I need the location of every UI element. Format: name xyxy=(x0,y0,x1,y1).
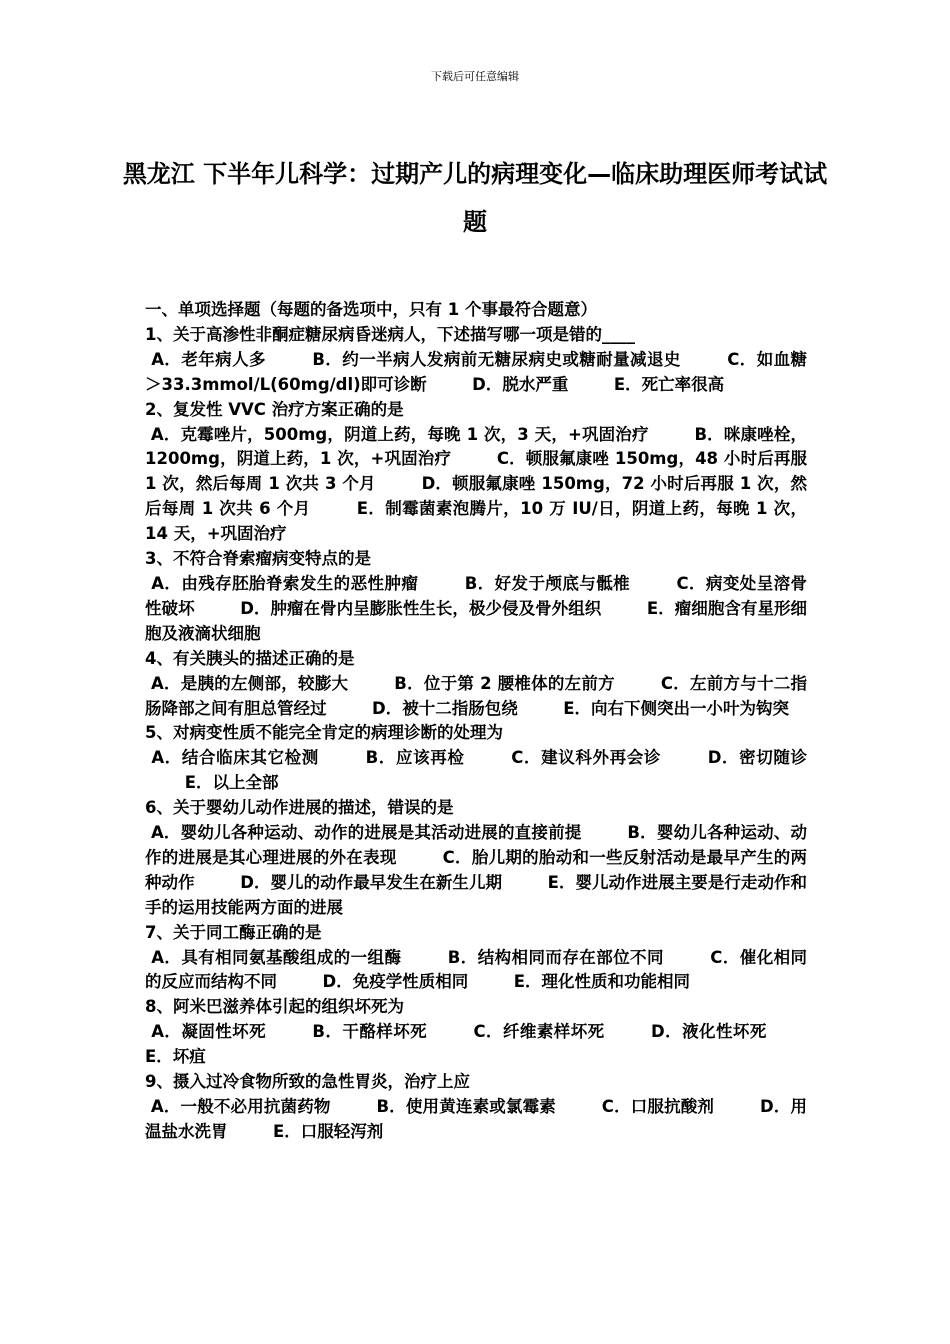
answer-option: B．干酪样坏死 xyxy=(312,1022,428,1042)
document-body xyxy=(145,298,807,1145)
answer-option: C．如血糖＞33.3mmol/L(60mg/dl)即可诊断 xyxy=(145,349,808,394)
answer-option: D．被十二指肠包绕 xyxy=(372,698,518,718)
question-stem: 2、复发性 VVC 治疗方案正确的是 xyxy=(145,399,404,419)
answer-option: B．应该再检 xyxy=(365,748,465,768)
answer-option: D．用温盐水洗胃 xyxy=(145,1097,807,1141)
question-stem: 7、关于同工酶正确的是 xyxy=(145,922,322,942)
answer-option: E．瘤细胞含有星形细胞及液滴状细胞 xyxy=(145,598,808,643)
question-stem: 5、对病变性质不能完全肯定的病理诊断的处理为 xyxy=(145,723,503,743)
answer-option: B．约一半病人发病前无糖尿病史或糖耐量减退史 xyxy=(312,349,681,369)
question-item xyxy=(145,721,807,796)
answer-option: D．免疫学性质相同 xyxy=(322,972,469,992)
answer-option: D．脱水严重 xyxy=(472,374,569,394)
answer-option: D．肿瘤在骨内呈膨胀性生长，极少侵及骨外组织 xyxy=(240,598,602,618)
answer-option: E．婴儿动作进展主要是行走动作和手的运用技能两方面的进展 xyxy=(145,872,808,917)
answer-option: A．婴幼儿各种运动、动作的进展是其活动进展的直接前提 xyxy=(150,823,582,843)
answer-option: A．克霉唑片，500mg，阴道上药，每晚 1 次，3 天，+巩固治疗 xyxy=(150,424,649,444)
section-heading: 一、单项选择题（每题的备选项中，只有 1 个事最符合题意） xyxy=(145,300,597,319)
option-group xyxy=(145,746,807,796)
answer-option: C．建议科外再会诊 xyxy=(511,748,661,768)
answer-option: E．以上全部 xyxy=(184,773,279,793)
answer-option: C．病变处呈溶骨性破坏 xyxy=(145,573,808,618)
answer-option: A．老年病人多 xyxy=(151,349,266,369)
header-note: 下载后可任意编辑 xyxy=(431,70,519,83)
question-item xyxy=(145,323,807,398)
question-item xyxy=(145,1070,807,1145)
answer-option: C．纤维素样坏死 xyxy=(473,1022,605,1042)
option-group xyxy=(145,423,807,548)
answer-option: D．顿服氟康唑 150mg，72 小时后再服 1 次，然后每周 1 次共 6 个月 xyxy=(145,474,808,519)
question-item xyxy=(145,398,807,547)
question-stem: 8、阿米巴滋养体引起的组织坏死为 xyxy=(145,997,404,1017)
answer-option: C．顿服氟康唑 150mg，48 小时后再服 1 次，然后每周 1 次共 3 个月 xyxy=(145,449,807,494)
answer-option: A．凝固性坏死 xyxy=(151,1022,267,1042)
question-stem: 6、关于婴幼儿动作进展的描述，错误的是 xyxy=(145,798,454,818)
answer-option: E．向右下侧突出一小叶为钩突 xyxy=(563,698,789,718)
answer-option: B．位于第 2 腰椎体的左前方 xyxy=(394,673,615,693)
answer-option: E．理化性质和功能相同 xyxy=(513,972,690,992)
question-stem: 1、关于高渗性非酮症糖尿病昏迷病人，下述描写哪一项是错的____ xyxy=(145,324,635,344)
question-stem: 4、有关胰头的描述正确的是 xyxy=(145,648,355,668)
question-list xyxy=(145,323,807,1145)
answer-option: A．由残存胚胎脊索发生的恶性肿瘤 xyxy=(151,573,419,593)
answer-option: D．婴儿的动作最早发生在新生儿期 xyxy=(240,872,503,892)
answer-option: B．结构相同而存在部位不同 xyxy=(447,947,664,967)
question-stem: 3、不符合脊索瘤病变特点的是 xyxy=(145,549,371,569)
answer-option: E．口服轻泻剂 xyxy=(273,1121,384,1141)
answer-option: B．使用黄连素或氯霉素 xyxy=(376,1097,556,1116)
option-group xyxy=(145,1095,807,1145)
question-item xyxy=(145,547,807,647)
option-group xyxy=(145,1020,807,1070)
question-item xyxy=(145,921,807,996)
option-group xyxy=(145,348,807,398)
answer-option: C．催化相同的反应而结构不同 xyxy=(145,947,808,992)
answer-option: A．一般不必用抗菌药物 xyxy=(150,1097,331,1116)
answer-option: B．咪康唑栓，1200mg，阴道上药，1 次，+巩固治疗 xyxy=(145,424,807,469)
answer-option: B．好发于颅底与骶椎 xyxy=(464,573,631,593)
answer-option: B．婴幼儿各种运动、动作的进展是其心理进展的外在表现 xyxy=(145,823,807,867)
answer-option: E．制霉菌素泡腾片，10 万 IU/日，阴道上药，每晚 1 次，14 天，+巩固治疗 xyxy=(145,499,807,544)
question-item xyxy=(145,647,807,722)
answer-option: C．口服抗酸剂 xyxy=(601,1097,715,1116)
answer-option: D．液化性坏死 xyxy=(650,1022,767,1042)
option-group xyxy=(145,572,807,647)
question-item xyxy=(145,796,807,921)
answer-option: C．左前方与十二指肠降部之间有胆总管经过 xyxy=(145,673,807,718)
answer-option: A．结合临床其它检测 xyxy=(151,748,319,768)
answer-option: E．死亡率很高 xyxy=(613,374,725,394)
answer-option: E．坏疽 xyxy=(145,1047,206,1067)
document-title: 黑龙江 下半年儿科学：过期产儿的病理变化—临床助理医师考试试题 xyxy=(122,160,828,236)
answer-option: A．具有相同氨基酸组成的一组酶 xyxy=(151,947,402,967)
answer-option: D．密切随诊 xyxy=(707,748,808,768)
answer-option: C．胎儿期的胎动和一些反射活动是最早产生的两种动作 xyxy=(145,847,808,892)
question-item xyxy=(145,995,807,1070)
option-group xyxy=(145,672,807,722)
option-group xyxy=(145,821,807,921)
option-group xyxy=(145,946,807,996)
question-stem: 9、摄入过冷食物所致的急性胃炎，治疗上应 xyxy=(145,1072,470,1092)
answer-option: A．是胰的左侧部，较膨大 xyxy=(151,673,349,693)
